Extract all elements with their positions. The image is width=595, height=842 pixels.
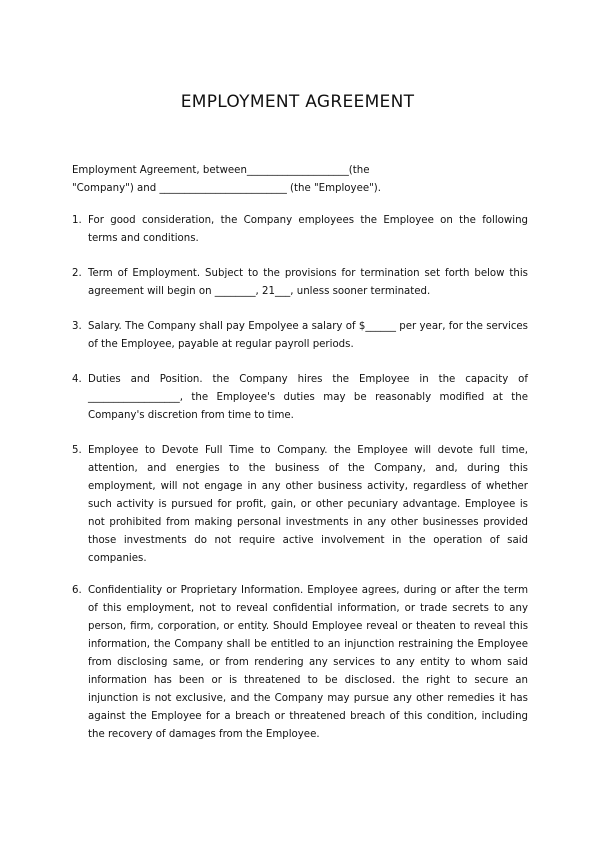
clause-1 — [72, 212, 528, 248]
clause-text: Duties and Position. the Company hires the Employee in the capacity of __________________, the Employee's duties may be reasonably modified at the Company's discretion from time to time. — [88, 374, 528, 421]
intro-line: "Company") and _________________________ (the "Employee"). — [72, 183, 382, 194]
clause-4 — [72, 371, 528, 425]
intro-line: Employment Agreement, between____________________(the — [72, 165, 370, 176]
clause-2 — [72, 265, 528, 301]
clause-number: 1. — [72, 215, 82, 226]
clause-number: 2. — [72, 268, 82, 279]
clause-number: 4. — [72, 374, 82, 385]
clause-text: Salary. The Company shall pay Empolyee a salary of $______ per year, for the services of the Employee, payable at regular payroll periods. — [88, 321, 528, 350]
clause-text: For good consideration, the Company employees the Employee on the following terms and conditions. — [88, 215, 528, 244]
clause-6 — [72, 582, 528, 744]
clause-5 — [72, 442, 528, 568]
document-title: EMPLOYMENT AGREEMENT — [180, 92, 415, 112]
clause-text: Employee to Devote Full Time to Company. the Employee will devote full time, attention, and energies to the business of the Company, and, during this employment, will not engage in any other business activity, regardless of whether such activity is pursued for profit, gain, or other pecuniary advantage. Employee is not prohibited from making personal investments in any other businesses provided those investments do not require active involvement in the operation of said companies. — [88, 445, 528, 564]
clause-text: Confidentiality or Proprietary Information. Employee agrees, during or after the term of this employment, not to reveal confidential information, or trade secrets to any person, firm, corporation, or entity. Should Employee reveal or theaten to reveal this information, the Company shall be entitled to an injunction restraining the Employee from disclosing same, or from rendering any services to any entity to whom said information has been or is threatened to be disclosed. the right to secure an injunction is not exclusive, and the Company may pursue any other remedies it has against the Employee for a breach or threatened breach of this condition, including the recovery of damages from the Employee. — [88, 585, 528, 740]
intro-paragraph — [72, 162, 528, 198]
clause-number: 3. — [72, 321, 82, 332]
clause-3 — [72, 318, 528, 354]
clause-text: Term of Employment. Subject to the provisions for termination set forth below this agreement will begin on ________, 21___, unless sooner terminated. — [88, 268, 528, 297]
clause-number: 5. — [72, 445, 82, 456]
clause-number: 6. — [72, 585, 82, 596]
